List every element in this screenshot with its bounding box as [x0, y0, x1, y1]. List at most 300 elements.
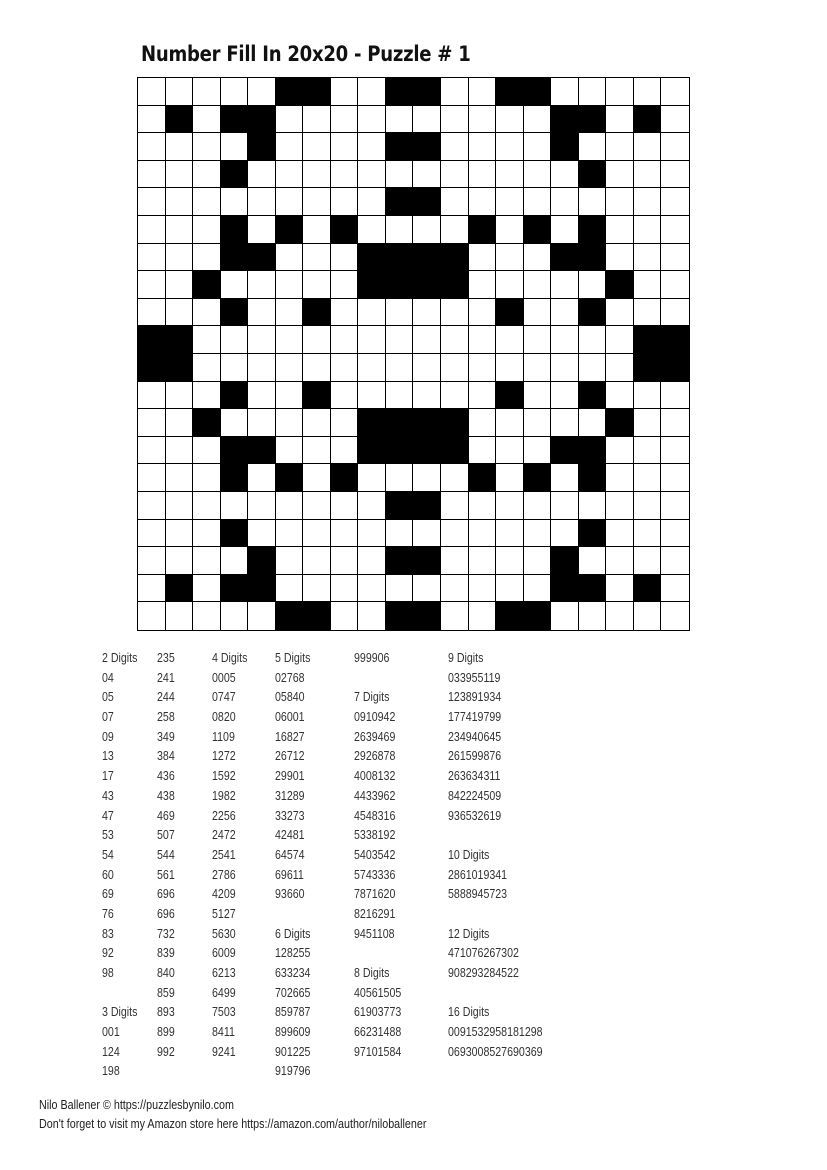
grid-cell[interactable]	[193, 437, 221, 465]
grid-cell[interactable]	[248, 520, 276, 548]
grid-cell[interactable]	[166, 188, 194, 216]
grid-cell[interactable]	[193, 161, 221, 189]
grid-cell[interactable]	[331, 188, 359, 216]
grid-cell[interactable]	[579, 78, 607, 106]
grid-cell[interactable]	[303, 547, 331, 575]
grid-cell[interactable]	[524, 326, 552, 354]
grid-cell[interactable]	[386, 326, 414, 354]
grid-cell[interactable]	[524, 133, 552, 161]
grid-cell[interactable]	[551, 326, 579, 354]
grid-cell[interactable]	[441, 602, 469, 630]
grid-cell[interactable]	[634, 216, 662, 244]
grid-cell[interactable]	[469, 602, 497, 630]
grid-cell[interactable]	[634, 78, 662, 106]
grid-cell[interactable]	[303, 492, 331, 520]
grid-cell[interactable]	[331, 602, 359, 630]
grid-cell[interactable]	[331, 382, 359, 410]
grid-cell[interactable]	[661, 437, 689, 465]
grid-cell[interactable]	[166, 78, 194, 106]
grid-cell[interactable]	[358, 161, 386, 189]
grid-cell[interactable]	[551, 216, 579, 244]
grid-cell[interactable]	[193, 216, 221, 244]
grid-cell[interactable]	[193, 244, 221, 272]
grid-cell[interactable]	[441, 299, 469, 327]
grid-cell[interactable]	[358, 575, 386, 603]
grid-cell[interactable]	[331, 133, 359, 161]
grid-cell[interactable]	[496, 547, 524, 575]
grid-cell[interactable]	[524, 188, 552, 216]
grid-cell[interactable]	[413, 216, 441, 244]
grid-cell[interactable]	[193, 133, 221, 161]
grid-cell[interactable]	[579, 354, 607, 382]
grid-cell[interactable]	[606, 575, 634, 603]
grid-cell[interactable]	[193, 326, 221, 354]
grid-cell[interactable]	[469, 188, 497, 216]
grid-cell[interactable]	[193, 464, 221, 492]
grid-cell[interactable]	[606, 520, 634, 548]
grid-cell[interactable]	[303, 520, 331, 548]
grid-cell[interactable]	[661, 547, 689, 575]
grid-cell[interactable]	[579, 188, 607, 216]
grid-cell[interactable]	[606, 216, 634, 244]
grid-cell[interactable]	[413, 464, 441, 492]
grid-cell[interactable]	[166, 244, 194, 272]
grid-cell[interactable]	[606, 161, 634, 189]
grid-cell[interactable]	[606, 244, 634, 272]
grid-cell[interactable]	[469, 520, 497, 548]
grid-cell[interactable]	[248, 492, 276, 520]
grid-cell[interactable]	[193, 575, 221, 603]
grid-cell[interactable]	[579, 271, 607, 299]
grid-cell[interactable]	[331, 161, 359, 189]
grid-cell[interactable]	[166, 437, 194, 465]
grid-cell[interactable]	[358, 602, 386, 630]
grid-cell[interactable]	[386, 575, 414, 603]
grid-cell[interactable]	[331, 409, 359, 437]
grid-cell[interactable]	[358, 78, 386, 106]
grid-cell[interactable]	[551, 271, 579, 299]
grid-cell[interactable]	[193, 354, 221, 382]
grid-cell[interactable]	[496, 133, 524, 161]
grid-cell[interactable]	[634, 520, 662, 548]
grid-cell[interactable]	[524, 547, 552, 575]
grid-cell[interactable]	[441, 326, 469, 354]
grid-cell[interactable]	[551, 464, 579, 492]
grid-cell[interactable]	[634, 299, 662, 327]
grid-cell[interactable]	[634, 547, 662, 575]
grid-cell[interactable]	[386, 161, 414, 189]
grid-cell[interactable]	[358, 299, 386, 327]
grid-cell[interactable]	[248, 382, 276, 410]
grid-cell[interactable]	[166, 271, 194, 299]
grid-cell[interactable]	[358, 464, 386, 492]
grid-cell[interactable]	[469, 106, 497, 134]
grid-cell[interactable]	[358, 382, 386, 410]
grid-cell[interactable]	[358, 216, 386, 244]
grid-cell[interactable]	[303, 133, 331, 161]
grid-cell[interactable]	[276, 326, 304, 354]
grid-cell[interactable]	[221, 188, 249, 216]
grid-cell[interactable]	[331, 106, 359, 134]
grid-cell[interactable]	[248, 161, 276, 189]
grid-cell[interactable]	[221, 602, 249, 630]
grid-cell[interactable]	[441, 354, 469, 382]
grid-cell[interactable]	[579, 133, 607, 161]
grid-cell[interactable]	[661, 78, 689, 106]
grid-cell[interactable]	[138, 133, 166, 161]
grid-cell[interactable]	[331, 354, 359, 382]
grid-cell[interactable]	[331, 575, 359, 603]
grid-cell[interactable]	[303, 464, 331, 492]
grid-cell[interactable]	[276, 547, 304, 575]
grid-cell[interactable]	[661, 382, 689, 410]
grid-cell[interactable]	[331, 244, 359, 272]
grid-cell[interactable]	[248, 409, 276, 437]
grid-cell[interactable]	[138, 492, 166, 520]
grid-cell[interactable]	[331, 78, 359, 106]
grid-cell[interactable]	[524, 382, 552, 410]
grid-cell[interactable]	[138, 520, 166, 548]
grid-cell[interactable]	[634, 244, 662, 272]
grid-cell[interactable]	[248, 326, 276, 354]
grid-cell[interactable]	[441, 161, 469, 189]
grid-cell[interactable]	[248, 354, 276, 382]
grid-cell[interactable]	[166, 161, 194, 189]
grid-cell[interactable]	[138, 409, 166, 437]
grid-cell[interactable]	[661, 299, 689, 327]
grid-cell[interactable]	[579, 547, 607, 575]
grid-cell[interactable]	[138, 244, 166, 272]
grid-cell[interactable]	[551, 492, 579, 520]
grid-cell[interactable]	[524, 161, 552, 189]
grid-cell[interactable]	[331, 437, 359, 465]
grid-cell[interactable]	[413, 326, 441, 354]
grid-cell[interactable]	[248, 299, 276, 327]
grid-cell[interactable]	[276, 271, 304, 299]
grid-cell[interactable]	[166, 299, 194, 327]
grid-cell[interactable]	[524, 271, 552, 299]
grid-cell[interactable]	[413, 354, 441, 382]
grid-cell[interactable]	[276, 133, 304, 161]
grid-cell[interactable]	[606, 602, 634, 630]
grid-cell[interactable]	[331, 520, 359, 548]
grid-cell[interactable]	[661, 244, 689, 272]
grid-cell[interactable]	[358, 106, 386, 134]
grid-cell[interactable]	[441, 575, 469, 603]
grid-cell[interactable]	[469, 271, 497, 299]
grid-cell[interactable]	[331, 326, 359, 354]
grid-cell[interactable]	[221, 354, 249, 382]
grid-cell[interactable]	[386, 216, 414, 244]
grid-cell[interactable]	[276, 437, 304, 465]
grid-cell[interactable]	[579, 409, 607, 437]
grid-cell[interactable]	[661, 492, 689, 520]
grid-cell[interactable]	[138, 602, 166, 630]
grid-cell[interactable]	[413, 520, 441, 548]
grid-cell[interactable]	[193, 547, 221, 575]
grid-cell[interactable]	[551, 520, 579, 548]
grid-cell[interactable]	[661, 161, 689, 189]
grid-cell[interactable]	[661, 520, 689, 548]
grid-cell[interactable]	[358, 326, 386, 354]
grid-cell[interactable]	[661, 216, 689, 244]
grid-cell[interactable]	[248, 464, 276, 492]
grid-cell[interactable]	[524, 575, 552, 603]
grid-cell[interactable]	[634, 409, 662, 437]
grid-cell[interactable]	[634, 492, 662, 520]
grid-cell[interactable]	[276, 575, 304, 603]
grid-cell[interactable]	[606, 106, 634, 134]
grid-cell[interactable]	[221, 271, 249, 299]
grid-cell[interactable]	[386, 106, 414, 134]
grid-cell[interactable]	[331, 299, 359, 327]
grid-cell[interactable]	[166, 464, 194, 492]
grid-cell[interactable]	[634, 437, 662, 465]
grid-cell[interactable]	[496, 520, 524, 548]
grid-cell[interactable]	[276, 188, 304, 216]
grid-cell[interactable]	[496, 409, 524, 437]
grid-cell[interactable]	[358, 133, 386, 161]
grid-cell[interactable]	[634, 602, 662, 630]
grid-cell[interactable]	[193, 520, 221, 548]
grid-cell[interactable]	[524, 409, 552, 437]
grid-cell[interactable]	[358, 188, 386, 216]
grid-cell[interactable]	[303, 437, 331, 465]
grid-cell[interactable]	[661, 271, 689, 299]
grid-cell[interactable]	[551, 299, 579, 327]
grid-cell[interactable]	[551, 161, 579, 189]
grid-cell[interactable]	[606, 78, 634, 106]
grid-cell[interactable]	[496, 244, 524, 272]
grid-cell[interactable]	[524, 354, 552, 382]
grid-cell[interactable]	[303, 326, 331, 354]
grid-cell[interactable]	[579, 602, 607, 630]
grid-cell[interactable]	[496, 216, 524, 244]
grid-cell[interactable]	[276, 382, 304, 410]
grid-cell[interactable]	[524, 244, 552, 272]
grid-cell[interactable]	[579, 492, 607, 520]
grid-cell[interactable]	[386, 299, 414, 327]
grid-cell[interactable]	[661, 188, 689, 216]
grid-cell[interactable]	[606, 437, 634, 465]
grid-cell[interactable]	[634, 382, 662, 410]
grid-cell[interactable]	[441, 106, 469, 134]
grid-cell[interactable]	[166, 216, 194, 244]
grid-cell[interactable]	[606, 492, 634, 520]
grid-cell[interactable]	[524, 106, 552, 134]
grid-cell[interactable]	[303, 244, 331, 272]
grid-cell[interactable]	[441, 188, 469, 216]
grid-cell[interactable]	[469, 161, 497, 189]
grid-cell[interactable]	[358, 354, 386, 382]
grid-cell[interactable]	[276, 354, 304, 382]
grid-cell[interactable]	[138, 271, 166, 299]
grid-cell[interactable]	[386, 520, 414, 548]
grid-cell[interactable]	[331, 547, 359, 575]
grid-cell[interactable]	[413, 161, 441, 189]
grid-cell[interactable]	[248, 602, 276, 630]
grid-cell[interactable]	[496, 492, 524, 520]
grid-cell[interactable]	[221, 547, 249, 575]
grid-cell[interactable]	[303, 106, 331, 134]
grid-cell[interactable]	[276, 520, 304, 548]
grid-cell[interactable]	[303, 188, 331, 216]
grid-cell[interactable]	[358, 547, 386, 575]
grid-cell[interactable]	[606, 326, 634, 354]
grid-cell[interactable]	[166, 602, 194, 630]
grid-cell[interactable]	[386, 464, 414, 492]
grid-cell[interactable]	[166, 133, 194, 161]
grid-cell[interactable]	[661, 133, 689, 161]
grid-cell[interactable]	[248, 216, 276, 244]
grid-cell[interactable]	[358, 520, 386, 548]
grid-cell[interactable]	[606, 354, 634, 382]
grid-cell[interactable]	[193, 78, 221, 106]
grid-cell[interactable]	[138, 161, 166, 189]
grid-cell[interactable]	[634, 464, 662, 492]
grid-cell[interactable]	[221, 326, 249, 354]
grid-cell[interactable]	[248, 271, 276, 299]
grid-cell[interactable]	[276, 409, 304, 437]
grid-cell[interactable]	[634, 161, 662, 189]
grid-cell[interactable]	[358, 492, 386, 520]
grid-cell[interactable]	[276, 244, 304, 272]
grid-cell[interactable]	[496, 271, 524, 299]
grid-cell[interactable]	[193, 188, 221, 216]
grid-cell[interactable]	[386, 354, 414, 382]
grid-cell[interactable]	[303, 271, 331, 299]
grid-cell[interactable]	[469, 437, 497, 465]
grid-cell[interactable]	[634, 188, 662, 216]
grid-cell[interactable]	[606, 133, 634, 161]
grid-cell[interactable]	[331, 492, 359, 520]
grid-cell[interactable]	[551, 78, 579, 106]
grid-cell[interactable]	[276, 492, 304, 520]
grid-cell[interactable]	[166, 492, 194, 520]
grid-cell[interactable]	[138, 78, 166, 106]
grid-cell[interactable]	[661, 409, 689, 437]
grid-cell[interactable]	[496, 106, 524, 134]
grid-cell[interactable]	[193, 602, 221, 630]
grid-cell[interactable]	[496, 188, 524, 216]
grid-cell[interactable]	[524, 299, 552, 327]
grid-cell[interactable]	[248, 78, 276, 106]
grid-cell[interactable]	[634, 133, 662, 161]
grid-cell[interactable]	[138, 106, 166, 134]
grid-cell[interactable]	[386, 382, 414, 410]
grid-cell[interactable]	[441, 547, 469, 575]
grid-cell[interactable]	[276, 299, 304, 327]
grid-cell[interactable]	[551, 602, 579, 630]
grid-cell[interactable]	[661, 602, 689, 630]
grid-cell[interactable]	[413, 299, 441, 327]
grid-cell[interactable]	[606, 547, 634, 575]
grid-cell[interactable]	[441, 216, 469, 244]
grid-cell[interactable]	[413, 575, 441, 603]
grid-cell[interactable]	[469, 547, 497, 575]
grid-cell[interactable]	[469, 244, 497, 272]
grid-cell[interactable]	[138, 216, 166, 244]
grid-cell[interactable]	[441, 382, 469, 410]
grid-cell[interactable]	[469, 326, 497, 354]
grid-cell[interactable]	[469, 133, 497, 161]
grid-cell[interactable]	[579, 326, 607, 354]
grid-cell[interactable]	[469, 78, 497, 106]
grid-cell[interactable]	[606, 382, 634, 410]
grid-cell[interactable]	[138, 575, 166, 603]
grid-cell[interactable]	[441, 520, 469, 548]
grid-cell[interactable]	[138, 547, 166, 575]
grid-cell[interactable]	[496, 464, 524, 492]
grid-cell[interactable]	[166, 382, 194, 410]
grid-cell[interactable]	[138, 188, 166, 216]
grid-cell[interactable]	[303, 216, 331, 244]
grid-cell[interactable]	[524, 492, 552, 520]
grid-cell[interactable]	[331, 271, 359, 299]
grid-cell[interactable]	[661, 464, 689, 492]
grid-cell[interactable]	[606, 299, 634, 327]
grid-cell[interactable]	[661, 575, 689, 603]
grid-cell[interactable]	[193, 382, 221, 410]
grid-cell[interactable]	[496, 437, 524, 465]
grid-cell[interactable]	[469, 575, 497, 603]
grid-cell[interactable]	[303, 409, 331, 437]
grid-cell[interactable]	[496, 575, 524, 603]
grid-cell[interactable]	[469, 382, 497, 410]
grid-cell[interactable]	[496, 354, 524, 382]
grid-cell[interactable]	[166, 520, 194, 548]
grid-cell[interactable]	[551, 354, 579, 382]
grid-cell[interactable]	[441, 78, 469, 106]
grid-cell[interactable]	[469, 492, 497, 520]
grid-cell[interactable]	[276, 161, 304, 189]
grid-cell[interactable]	[524, 520, 552, 548]
grid-cell[interactable]	[469, 299, 497, 327]
grid-cell[interactable]	[551, 382, 579, 410]
grid-cell[interactable]	[634, 271, 662, 299]
grid-cell[interactable]	[551, 409, 579, 437]
grid-cell[interactable]	[469, 354, 497, 382]
grid-cell[interactable]	[138, 464, 166, 492]
grid-cell[interactable]	[524, 437, 552, 465]
grid-cell[interactable]	[413, 382, 441, 410]
grid-cell[interactable]	[606, 188, 634, 216]
grid-cell[interactable]	[193, 492, 221, 520]
grid-cell[interactable]	[166, 547, 194, 575]
grid-cell[interactable]	[221, 409, 249, 437]
grid-cell[interactable]	[138, 437, 166, 465]
grid-cell[interactable]	[138, 299, 166, 327]
grid-cell[interactable]	[138, 382, 166, 410]
grid-cell[interactable]	[221, 133, 249, 161]
grid-cell[interactable]	[441, 492, 469, 520]
grid-cell[interactable]	[166, 409, 194, 437]
grid-cell[interactable]	[276, 106, 304, 134]
grid-cell[interactable]	[303, 161, 331, 189]
grid-cell[interactable]	[441, 464, 469, 492]
grid-cell[interactable]	[248, 188, 276, 216]
grid-cell[interactable]	[441, 133, 469, 161]
grid-cell[interactable]	[193, 299, 221, 327]
grid-cell[interactable]	[661, 106, 689, 134]
grid-cell[interactable]	[221, 492, 249, 520]
grid-cell[interactable]	[303, 575, 331, 603]
grid-cell[interactable]	[551, 188, 579, 216]
grid-cell[interactable]	[606, 464, 634, 492]
grid-cell[interactable]	[193, 106, 221, 134]
grid-cell[interactable]	[496, 326, 524, 354]
grid-cell[interactable]	[303, 354, 331, 382]
